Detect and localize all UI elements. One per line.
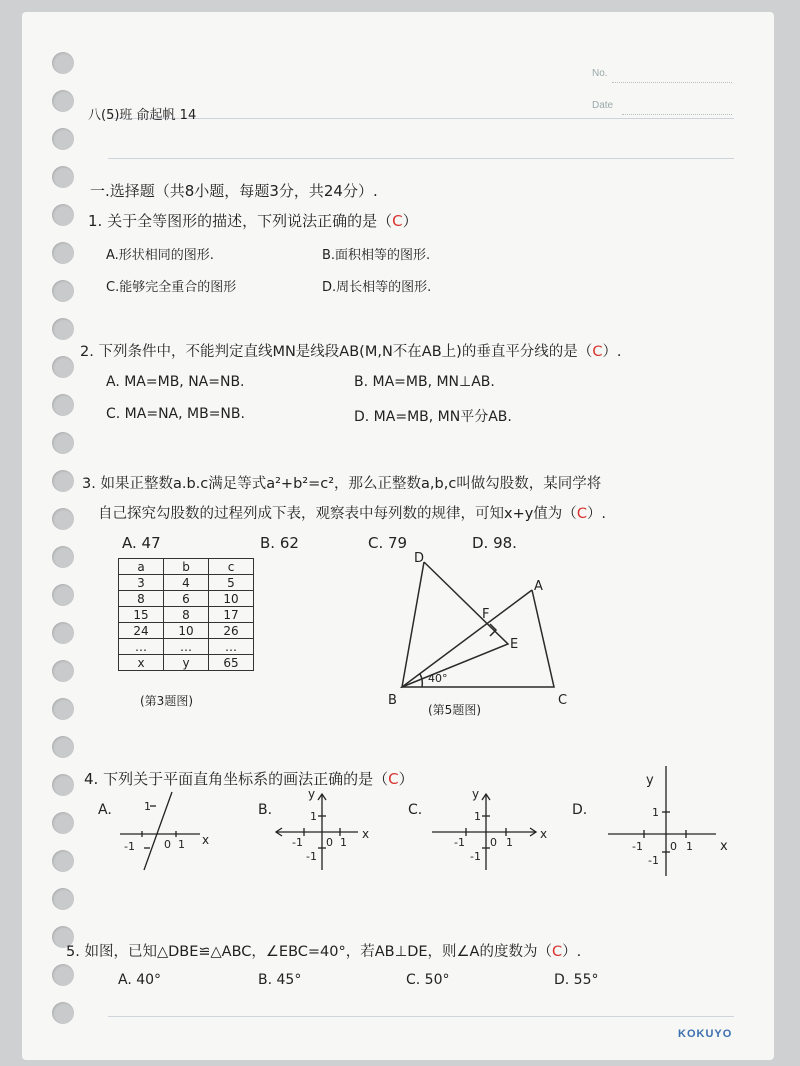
q1-option-d: D.周长相等的图形.: [322, 280, 432, 295]
q4-option-b-letter: B.: [258, 802, 273, 818]
axis-x-label: x: [202, 833, 210, 847]
table-cell: x: [119, 655, 164, 671]
q5-option-c: C. 50°: [406, 972, 450, 988]
tick-neg1-y: -1: [648, 854, 659, 867]
no-label: No.: [592, 68, 608, 79]
label-e: E: [510, 637, 519, 652]
q4-option-b-axes: [274, 786, 384, 876]
binder-hole: [52, 508, 74, 530]
table-row: [119, 575, 254, 591]
tick-1: 1: [474, 810, 481, 823]
label-d: D: [414, 551, 425, 566]
table-cell: 10: [209, 591, 254, 607]
axis-y-label: y: [308, 787, 316, 801]
tick-0: 0: [164, 838, 171, 851]
q2-stem: 2. 下列条件中，不能判定直线MN是线段AB(M,N不在AB上)的垂直平分线的是（C）.: [80, 344, 622, 360]
binder-hole: [52, 546, 74, 568]
q1-stem: 1. 关于全等图形的描述，下列说法正确的是（C）: [88, 212, 418, 230]
binder-hole: [52, 204, 74, 226]
q1-option-a: A.形状相同的图形.: [106, 248, 214, 263]
section-title: 一.选择题（共8小题，每题3分，共24分）.: [90, 182, 378, 200]
table-cell: …: [209, 639, 254, 655]
q5-figure-caption: (第5题图): [428, 703, 481, 717]
axis-x-label: x: [720, 839, 728, 854]
q4-option-c-axes: [430, 786, 554, 876]
tick-neg1: -1: [454, 836, 465, 849]
q5-option-d: D. 55°: [554, 972, 599, 988]
table-cell: 24: [119, 623, 164, 639]
label-c: C: [558, 693, 568, 708]
q2-option-c: C. MA=NA, MB=NB.: [106, 406, 245, 422]
tick-1: 1: [310, 810, 317, 823]
table-row: [119, 607, 254, 623]
table-cell: 3: [119, 575, 164, 591]
q5-figure: [382, 542, 582, 722]
table-cell: 4: [164, 575, 209, 591]
table-row: [119, 623, 254, 639]
brand-logo: KOKUYO: [678, 1028, 733, 1040]
q3-option-a: A. 47: [122, 534, 161, 552]
tick-1: 1: [652, 806, 659, 819]
tick-neg1-y: -1: [470, 850, 481, 863]
q5-answer: C: [551, 944, 563, 960]
q4-option-a-letter: A.: [98, 802, 112, 818]
table-cell: 17: [209, 607, 254, 623]
tick-neg1: -1: [632, 840, 643, 853]
binder-hole: [52, 812, 74, 834]
axis-x-label: x: [540, 827, 548, 841]
ruled-line: [108, 118, 734, 119]
notebook-page: [22, 12, 774, 1060]
tick-0: 0: [490, 836, 497, 849]
q4-option-c-letter: C.: [408, 802, 423, 818]
binder-hole: [52, 660, 74, 682]
table-row: [119, 655, 254, 671]
table-header-cell: c: [209, 559, 254, 575]
q4-stem: 4. 下列关于平面直角坐标系的画法正确的是（C）: [84, 770, 414, 788]
binder-hole: [52, 394, 74, 416]
q3-stem-line1: 3. 如果正整数a.b.c满足等式a²+b²=c²，那么正整数a,b,c叫做勾股数，某同学将: [82, 476, 602, 492]
table-header-cell: a: [119, 559, 164, 575]
q5-option-a: A. 40°: [118, 972, 162, 988]
table-cell: …: [164, 639, 209, 655]
binder-hole: [52, 622, 74, 644]
date-label: Date: [592, 100, 614, 111]
binder-hole: [52, 888, 74, 910]
tick-1-x: 1: [178, 838, 185, 851]
tick-1-x: 1: [506, 836, 513, 849]
table-cell: 15: [119, 607, 164, 623]
table-cell: 65: [209, 655, 254, 671]
binder-hole: [52, 584, 74, 606]
table-cell: 6: [164, 591, 209, 607]
q2-option-d: D. MA=MB, MN平分AB.: [354, 409, 512, 425]
label-b: B: [388, 693, 397, 708]
q2-option-b: B. MA=MB, MN⊥AB.: [354, 374, 495, 390]
label-f: F: [482, 607, 490, 622]
q1-option-c: C.能够完全重合的图形: [106, 280, 237, 295]
binder-hole: [52, 166, 74, 188]
binder-hole: [52, 1002, 74, 1024]
tick-neg1-y: -1: [306, 850, 317, 863]
q1-answer: C: [392, 212, 403, 230]
binder-hole: [52, 52, 74, 74]
binder-hole: [52, 850, 74, 872]
table-cell: 8: [119, 591, 164, 607]
binder-hole: [52, 964, 74, 986]
table-header-cell: b: [164, 559, 209, 575]
q3-option-d: D. 98.: [472, 534, 517, 552]
student-name-line: 八(5)班 俞起帆 14: [88, 108, 197, 123]
q4-option-d-axes: [602, 760, 742, 880]
label-a: A: [534, 579, 543, 594]
table-cell: 8: [164, 607, 209, 623]
binder-hole: [52, 432, 74, 454]
binder-hole: [52, 280, 74, 302]
tick-1-x: 1: [686, 840, 693, 853]
ruled-line: [108, 158, 734, 159]
q3-answer: C: [576, 506, 587, 522]
q2-answer: C: [592, 344, 603, 360]
triangle-dbe: [402, 562, 508, 687]
q3-stem-line2: 自己探究勾股数的过程列成下表，观察表中每列数的规律，可知x+y值为（C）.: [98, 506, 607, 522]
q5-stem: 5. 如图，已知△DBE≌△ABC，∠EBC=40°，若AB⊥DE，则∠A的度数为（C）.: [66, 944, 582, 960]
date-line: [622, 114, 732, 115]
tick-1: 1: [144, 800, 151, 813]
table-row: [119, 639, 254, 655]
binder-hole: [52, 128, 74, 150]
angle-arc: [420, 674, 422, 687]
no-line: [612, 82, 732, 83]
table-cell: y: [164, 655, 209, 671]
binder-hole: [52, 774, 74, 796]
q5-option-b: B. 45°: [258, 972, 302, 988]
q4-option-a-axes: [116, 788, 226, 872]
tick-0: 0: [326, 836, 333, 849]
q2-option-a: A. MA=MB, NA=NB.: [106, 374, 245, 390]
triangle-abc: [402, 590, 554, 687]
table-cell: 5: [209, 575, 254, 591]
q3-table-caption: (第3题图): [140, 694, 193, 708]
tick-neg1: -1: [124, 840, 135, 853]
q3-option-b: B. 62: [260, 534, 299, 552]
axis-y-label: y: [646, 773, 654, 788]
table-cell: …: [119, 639, 164, 655]
tick-1-x: 1: [340, 836, 347, 849]
angle-label: 40°: [428, 672, 448, 685]
axis-x-label: x: [362, 827, 370, 841]
binder-hole: [52, 318, 74, 340]
binder-hole: [52, 470, 74, 492]
table-cell: 26: [209, 623, 254, 639]
q4-answer: C: [388, 770, 399, 788]
axis-y-label: y: [472, 787, 480, 801]
table-row: [119, 591, 254, 607]
ruled-line: [108, 1016, 734, 1017]
table-cell: 10: [164, 623, 209, 639]
tick-0: 0: [670, 840, 677, 853]
q3-option-c: C. 79: [368, 534, 408, 552]
tick-neg1: -1: [292, 836, 303, 849]
q3-table: [118, 558, 254, 671]
q4-option-d-letter: D.: [572, 802, 588, 818]
binder-hole: [52, 242, 74, 264]
binder-hole: [52, 356, 74, 378]
q1-option-b: B.面积相等的图形.: [322, 248, 431, 263]
binder-hole: [52, 90, 74, 112]
binder-hole: [52, 736, 74, 758]
binder-hole: [52, 698, 74, 720]
